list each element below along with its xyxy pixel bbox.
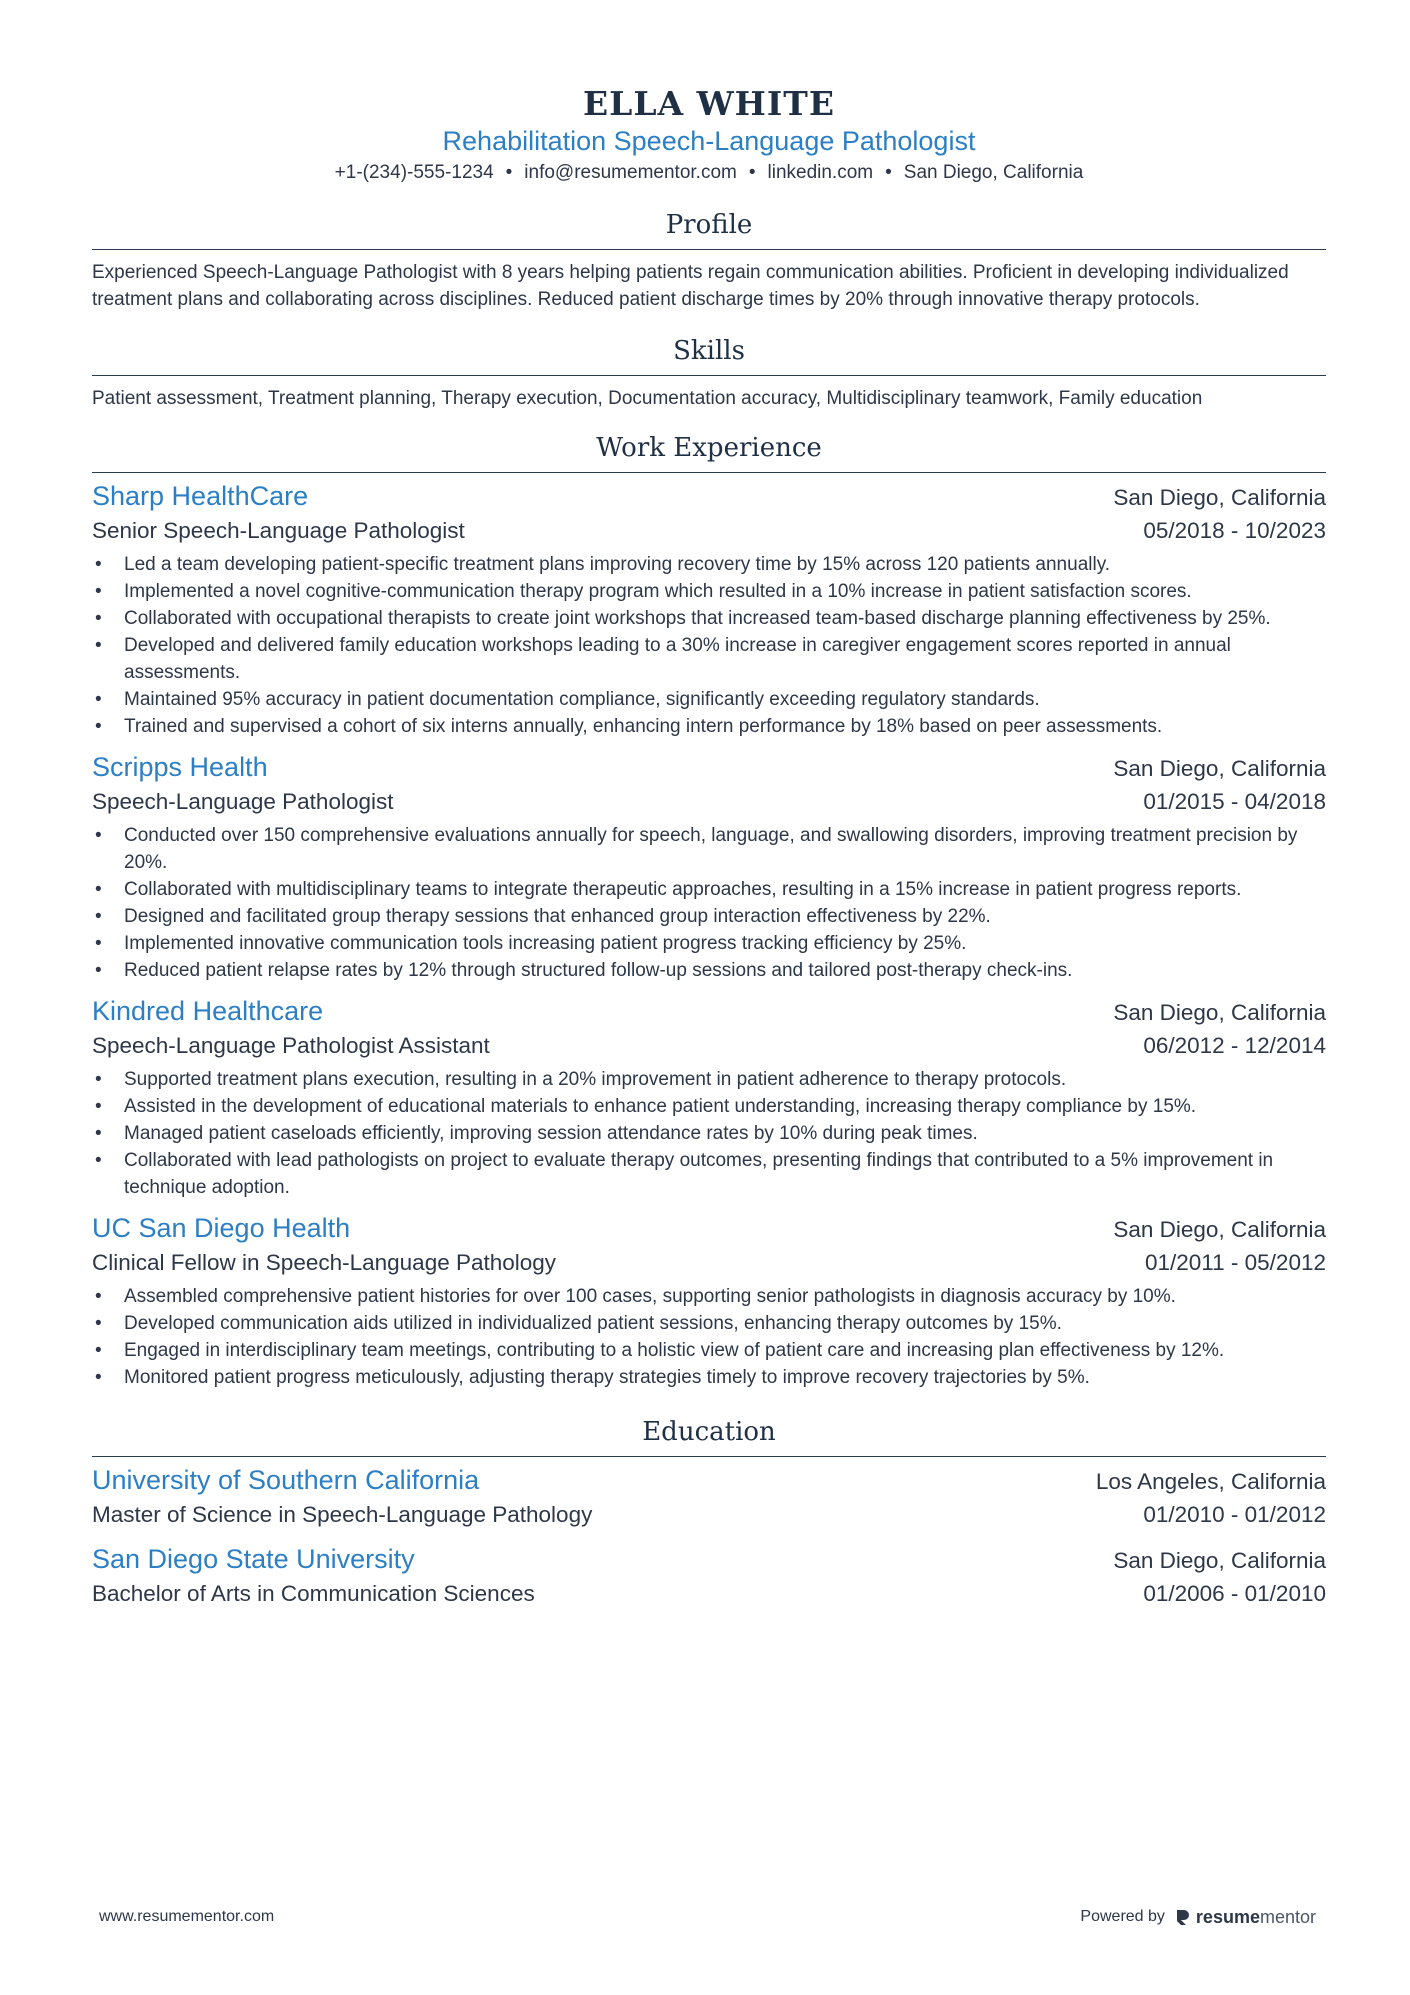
powered-by [1080,1906,1316,1928]
job-location: San Diego, California [1113,485,1326,510]
job-role-row [92,1246,1326,1279]
brand-name-bold: resume [1195,1907,1260,1927]
job-role: Speech-Language Pathologist [92,789,394,814]
brand-logo[interactable] [1175,1906,1316,1928]
job-header [92,994,1326,1029]
job-bullet: • Engaged in interdisciplinary team meetings, contributing to a holistic view of patient care and increasing plan effectiveness by 12%. [92,1337,1326,1364]
job-company: Scripps Health [92,752,268,782]
candidate-name: ELLA WHITE [582,84,836,123]
job-entry [92,1211,1326,1391]
job-role: Clinical Fellow in Speech-Language Pathology [92,1250,557,1275]
job-bullet: • Maintained 95% accuracy in patient documentation compliance, significantly exceeding regulatory standards. [92,686,1326,713]
job-header [92,1211,1326,1246]
job-bullet: • Implemented a novel cognitive-communication therapy program which resulted in a 10% increase in patient satisfaction scores. [92,578,1326,605]
skills-section [92,334,1326,412]
skills-list: Patient assessment, Treatment planning, Therapy execution, Documentation accuracy, Multidisciplinary teamwork, Family education [92,388,1203,409]
job-bullet: • Led a team developing patient-specific treatment plans improving recovery time by 15% across 120 patients annually. [92,551,1326,578]
education-degree-row [92,1498,1326,1531]
job-dates: 06/2012 - 12/2014 [1143,1033,1326,1058]
contact-phone: +1-(234)-555-1234 [334,162,494,183]
section-divider [92,375,1326,376]
education-section [92,1415,1326,1610]
education-dates: 01/2010 - 01/2012 [1143,1502,1326,1527]
job-bullet: • Collaborated with occupational therapists to create joint workshops that increased team-based discharge planning effectiveness by 25%. [92,605,1326,632]
resumementor-logo-icon [1175,1908,1191,1926]
education-degree: Master of Science in Speech-Language Pathology [92,1502,593,1527]
job-bullet: • Assembled comprehensive patient histories for over 100 cases, supporting senior pathologists in diagnosis accuracy by 10%. [92,1283,1326,1310]
resume-header [92,0,1326,186]
job-location: San Diego, California [1113,756,1326,781]
powered-by-label: Powered by [1080,1908,1165,1925]
separator-dot: • [748,162,756,183]
job-bullet: • Implemented innovative communication tools increasing patient progress tracking efficiency by 25%. [92,930,1326,957]
experience-section [92,431,1326,1391]
education-degree-row [92,1577,1326,1610]
job-bullets [92,551,1326,740]
education-dates: 01/2006 - 01/2010 [1143,1581,1326,1606]
separator-dot: • [505,162,513,183]
contact-email[interactable]: info@resumementor.com [524,162,737,183]
job-bullet: • Monitored patient progress meticulously, adjusting therapy strategies timely to improve recovery trajectories by 5%. [92,1364,1326,1391]
job-role-row [92,1029,1326,1062]
job-role-row [92,785,1326,818]
footer-website-link[interactable]: www.resumementor.com [99,1908,275,1925]
job-company: Sharp HealthCare [92,481,309,511]
section-divider [92,249,1326,250]
job-dates: 01/2011 - 05/2012 [1145,1250,1326,1275]
brand-name-light: mentor [1259,1907,1316,1927]
section-heading-profile: Profile [665,210,753,240]
job-location: San Diego, California [1113,1000,1326,1025]
education-header [92,1463,1326,1498]
job-company: Kindred Healthcare [92,996,324,1026]
job-bullet: • Collaborated with lead pathologists on project to evaluate therapy outcomes, presenting findings that contributed to a 5% improvement in technique adoption. [92,1147,1326,1201]
contact-linkedin[interactable]: linkedin.com [767,162,874,183]
job-entry [92,479,1326,740]
job-bullet: • Reduced patient relapse rates by 12% through structured follow-up sessions and tailored post-therapy check-ins. [92,957,1326,984]
profile-section [92,208,1326,313]
section-divider [92,1456,1326,1457]
job-entry [92,994,1326,1201]
education-school: San Diego State University [92,1544,415,1574]
resume-page [92,0,1326,1610]
section-heading-experience: Work Experience [596,433,822,463]
education-location: San Diego, California [1113,1548,1326,1573]
profile-summary: Experienced Speech-Language Pathologist with 8 years helping patients regain communication abilities. Proficient in developing individualized treatment plans and collaborating across disciplines. Reduced patient discharge times by 20% through innovative therapy protocols. [92,262,1289,310]
education-location: Los Angeles, California [1095,1469,1326,1494]
job-location: San Diego, California [1113,1217,1326,1242]
education-school: University of Southern California [92,1465,480,1495]
job-entry [92,750,1326,984]
section-heading-skills: Skills [673,336,745,366]
job-role-row [92,514,1326,547]
job-bullet: • Assisted in the development of educational materials to enhance patient understanding, increasing therapy compliance by 15%. [92,1093,1326,1120]
education-entry [92,1463,1326,1531]
job-bullet: • Developed and delivered family education workshops leading to a 30% increase in caregiver engagement scores reported in annual assessments. [92,632,1326,686]
page-footer [99,1906,1316,1928]
section-heading-education: Education [642,1417,776,1447]
separator-dot: • [885,162,892,183]
job-bullet: • Supported treatment plans execution, resulting in a 20% improvement in patient adherence to therapy protocols. [92,1066,1326,1093]
job-header [92,750,1326,785]
contact-line [92,160,1326,186]
job-dates: 01/2015 - 04/2018 [1143,789,1326,814]
candidate-title: Rehabilitation Speech-Language Pathologist [442,126,976,156]
job-bullet: • Developed communication aids utilized in individualized patient sessions, enhancing therapy outcomes by 15%. [92,1310,1326,1337]
job-bullets [92,1283,1326,1391]
section-divider [92,472,1326,473]
job-company: UC San Diego Health [92,1213,351,1243]
contact-location: San Diego, California [903,162,1084,183]
job-bullets [92,822,1326,984]
job-dates: 05/2018 - 10/2023 [1143,518,1326,543]
job-bullets [92,1066,1326,1201]
job-bullet: • Trained and supervised a cohort of six interns annually, enhancing intern performance by 18% based on peer assessments. [92,713,1326,740]
job-bullet: • Collaborated with multidisciplinary teams to integrate therapeutic approaches, resulting in a 15% increase in patient progress reports. [92,876,1326,903]
education-header [92,1542,1326,1577]
education-degree: Bachelor of Arts in Communication Sciences [92,1581,535,1606]
job-header [92,479,1326,514]
education-entry [92,1542,1326,1610]
job-bullet: • Designed and facilitated group therapy sessions that enhanced group interaction effectiveness by 22%. [92,903,1326,930]
job-role: Senior Speech-Language Pathologist [92,518,465,543]
job-role: Speech-Language Pathologist Assistant [92,1033,490,1058]
job-bullet: • Managed patient caseloads efficiently, improving session attendance rates by 10% during peak times. [92,1120,1326,1147]
job-bullet: • Conducted over 150 comprehensive evaluations annually for speech, language, and swallowing disorders, improving treatment precision by 20%. [92,822,1326,876]
